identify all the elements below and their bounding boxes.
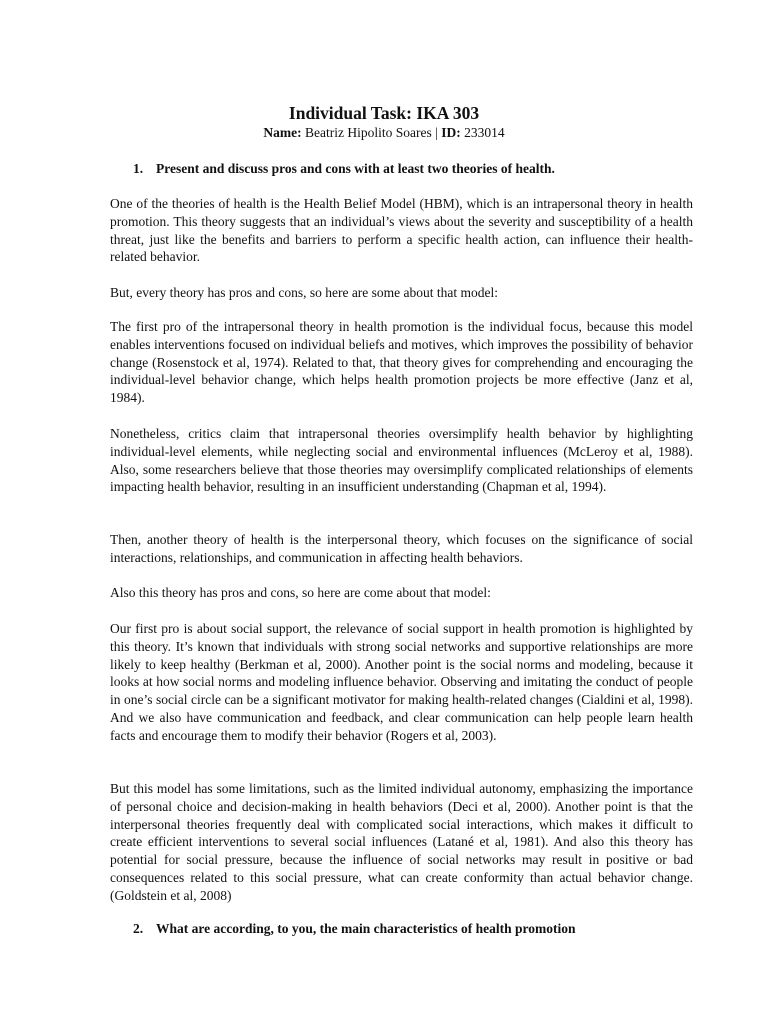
paragraph: But this model has some limitations, such as the limited individual autonomy, emphasizing the importance of personal choice and decision-making in health behaviors (Deci et al, 2000). Another point is that the interpersonal theories frequently deal with complicated social interactions, which makes it difficult to create efficient interventions to several social influences (Latané et al, 1981). And also this theory has potential for social pressure, because the influence of social networks may result in positive or bad consequences related to this social pressure, what can create conformity than actual behavior change. (Goldstein et al, 2008)	[110, 781, 693, 903]
section-number: 1.	[133, 161, 144, 176]
paragraph: Then, another theory of health is the interpersonal theory, which focuses on the significance of social interactions, relationships, and communication in affecting health behaviors.	[110, 532, 693, 565]
paragraph: Nonetheless, critics claim that intrapersonal theories oversimplify health behavior by highlighting individual-level elements, while neglecting social and environmental influences (McLeroy et al, 1988). Also, some researchers believe that those theories may oversimplify complicated relationships of elements impacting health behavior, resulting in an insufficient understanding (Chapman et al, 1994).	[110, 426, 693, 495]
paragraph: Also this theory has pros and cons, so here are come about that model:	[110, 585, 491, 600]
separator: |	[435, 125, 438, 140]
name-label: Name:	[263, 125, 302, 140]
paragraph: But, every theory has pros and cons, so here are some about that model:	[110, 285, 499, 300]
section-number: 2.	[133, 921, 144, 936]
id-label: ID:	[441, 125, 461, 140]
paragraph: Our first pro is about social support, the relevance of social support in health promotion is highlighted by this theory. It’s known that individuals with strong social networks and supportive relationships are more likely to keep healthy (Berkman et al, 2000). Another point is the social norms and modeling, because it looks at how social norms and modeling influence behavior. Observing and imitating the conduct of people in one’s social circle can be a significant motivator for making health-related changes (Cialdini et al, 1998). And we also have communication and feedback, and clear communication can help people learn health facts and encourage them to modify their behavior (Rogers et al, 2003).	[110, 621, 693, 743]
author-line	[0, 124, 768, 142]
id-value: 233014	[464, 125, 505, 140]
paragraph: One of the theories of health is the Health Belief Model (HBM), which is an intrapersonal theory in health promotion. This theory suggests that an individual’s views about the severity and susceptibility of a health threat, just like the benefits and barriers to perform a specific health action, can influence their health-related behavior.	[110, 196, 693, 265]
section-heading-2	[133, 920, 693, 938]
section-heading-text: What are according, to you, the main characteristics of health promotion	[156, 921, 576, 936]
name-value: Beatriz Hipolito Soares	[305, 125, 432, 140]
paragraph: The first pro of the intrapersonal theory in health promotion is the individual focus, because this model enables interventions focused on individual beliefs and motives, which improves the possibility of behavior change (Rosenstock et al, 1974). Related to that, that theory gives for comprehending and encouraging the individual-level behavior change, which helps health promotion projects be more effective (Janz et al, 1984).	[110, 319, 693, 406]
section-heading-text: Present and discuss pros and cons with at least two theories of health.	[156, 161, 555, 176]
section-heading-1	[133, 160, 693, 178]
document-title: Individual Task: IKA 303	[288, 103, 480, 123]
